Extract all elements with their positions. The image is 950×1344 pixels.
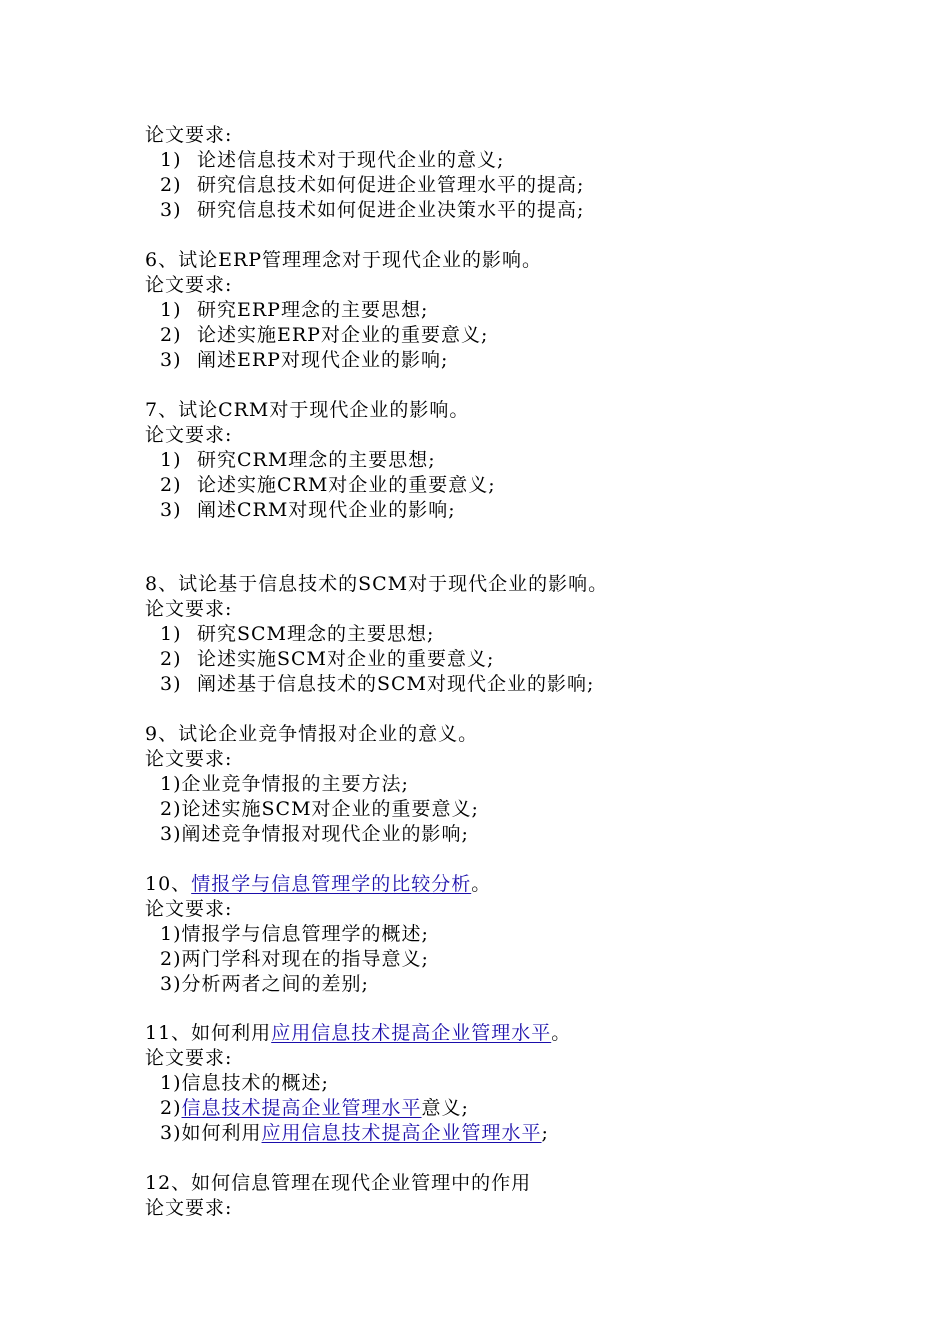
item-text: 研究信息技术如何促进企业管理水平的提高; (197, 174, 585, 196)
item-link[interactable]: 信息技术提高企业管理水平 (181, 1097, 422, 1119)
item-number: 1) (160, 773, 182, 795)
item-number: 2) (160, 324, 182, 346)
item-text: 论述实施CRM对企业的重要意义; (197, 474, 496, 496)
list-item (145, 1096, 469, 1121)
item-text: 研究信息技术如何促进企业决策水平的提高; (197, 199, 585, 221)
list-item (145, 323, 488, 348)
heading-link[interactable]: 应用信息技术提高企业管理水平 (271, 1022, 552, 1044)
item-number: 3) (160, 823, 182, 845)
list-item (145, 1121, 549, 1146)
list-item (145, 622, 434, 647)
item-number: 2) (160, 948, 182, 970)
item-number: 1) (160, 923, 182, 945)
list-item (145, 647, 494, 672)
item-number: 3) (160, 973, 182, 995)
item-text: 论述信息技术对于现代企业的意义; (197, 149, 505, 171)
item-number: 1) (160, 149, 182, 171)
item-number: 1) (160, 449, 182, 471)
item-text: 分析两者之间的差别; (181, 973, 369, 995)
list-item (145, 498, 456, 523)
item-number: 2) (160, 648, 182, 670)
item-text: 阐述ERP对现代企业的影响; (197, 349, 449, 371)
item-number: 3) (160, 673, 182, 695)
item-number: 2) (160, 798, 182, 820)
item-text: 两门学科对现在的指导意义; (181, 948, 429, 970)
list-item (145, 772, 409, 797)
item-link[interactable]: 应用信息技术提高企业管理水平 (261, 1122, 542, 1144)
list-item (145, 672, 594, 697)
section-heading: 12、如何信息管理在现代企业管理中的作用 (145, 1172, 532, 1194)
heading-prefix: 10、 (145, 873, 192, 895)
list-item (145, 148, 504, 173)
item-number: 1) (160, 299, 182, 321)
requirements-label: 论文要求: (145, 274, 233, 296)
item-number: 3) (160, 199, 182, 221)
item-text: 阐述CRM对现代企业的影响; (197, 499, 456, 521)
item-text: 信息技术的概述; (181, 1072, 329, 1094)
list-item (145, 797, 479, 822)
item-text: 意义; (421, 1097, 469, 1119)
requirements-label: 论文要求: (145, 748, 233, 770)
list-item (145, 922, 429, 947)
requirements-label: 论文要求: (145, 424, 233, 446)
item-number: 1) (160, 623, 182, 645)
item-number: 2) (160, 174, 182, 196)
item-text: 阐述竞争情报对现代企业的影响; (181, 823, 469, 845)
requirements-label: 论文要求: (145, 124, 233, 146)
item-number: 3) (160, 499, 182, 521)
item-text: 阐述基于信息技术的SCM对现代企业的影响; (197, 673, 595, 695)
item-text: 论述实施ERP对企业的重要意义; (197, 324, 489, 346)
item-text: 研究SCM理念的主要思想; (197, 623, 435, 645)
list-item (145, 198, 584, 223)
item-number: 1) (160, 1072, 182, 1094)
item-number: 2) (160, 1097, 182, 1119)
item-number: 3) (160, 1122, 182, 1144)
item-text: 研究ERP理念的主要思想; (197, 299, 429, 321)
section-heading (145, 1021, 571, 1046)
list-item (145, 473, 496, 498)
requirements-label: 论文要求: (145, 1047, 233, 1069)
section-heading (145, 872, 491, 897)
heading-link[interactable]: 情报学与信息管理学的比较分析 (191, 873, 472, 895)
requirements-label: 论文要求: (145, 598, 233, 620)
list-item (145, 972, 369, 997)
requirements-label: 论文要求: (145, 1197, 233, 1219)
heading-suffix: 。 (471, 873, 492, 895)
item-number: 3) (160, 349, 182, 371)
list-item (145, 448, 436, 473)
section-heading: 6、试论ERP管理理念对于现代企业的影响。 (145, 249, 543, 271)
list-item (145, 1071, 329, 1096)
heading-suffix: 。 (551, 1022, 572, 1044)
item-text: 论述实施SCM对企业的重要意义; (197, 648, 495, 670)
list-item (145, 947, 429, 972)
requirements-label: 论文要求: (145, 898, 233, 920)
item-text: 企业竞争情报的主要方法; (181, 773, 409, 795)
list-item (145, 173, 584, 198)
section-heading: 8、试论基于信息技术的SCM对于现代企业的影响。 (145, 573, 609, 595)
section-heading: 7、试论CRM对于现代企业的影响。 (145, 399, 470, 421)
heading-prefix: 11、如何利用 (145, 1022, 272, 1044)
item-text: ; (541, 1122, 549, 1144)
item-text: 研究CRM理念的主要思想; (197, 449, 436, 471)
list-item (145, 822, 469, 847)
list-item (145, 298, 428, 323)
item-number: 2) (160, 474, 182, 496)
section-heading: 9、试论企业竞争情报对企业的意义。 (145, 723, 479, 745)
item-text: 论述实施SCM对企业的重要意义; (181, 798, 479, 820)
list-item (145, 348, 448, 373)
item-prefix: 如何利用 (181, 1122, 262, 1144)
item-text: 情报学与信息管理学的概述; (181, 923, 429, 945)
